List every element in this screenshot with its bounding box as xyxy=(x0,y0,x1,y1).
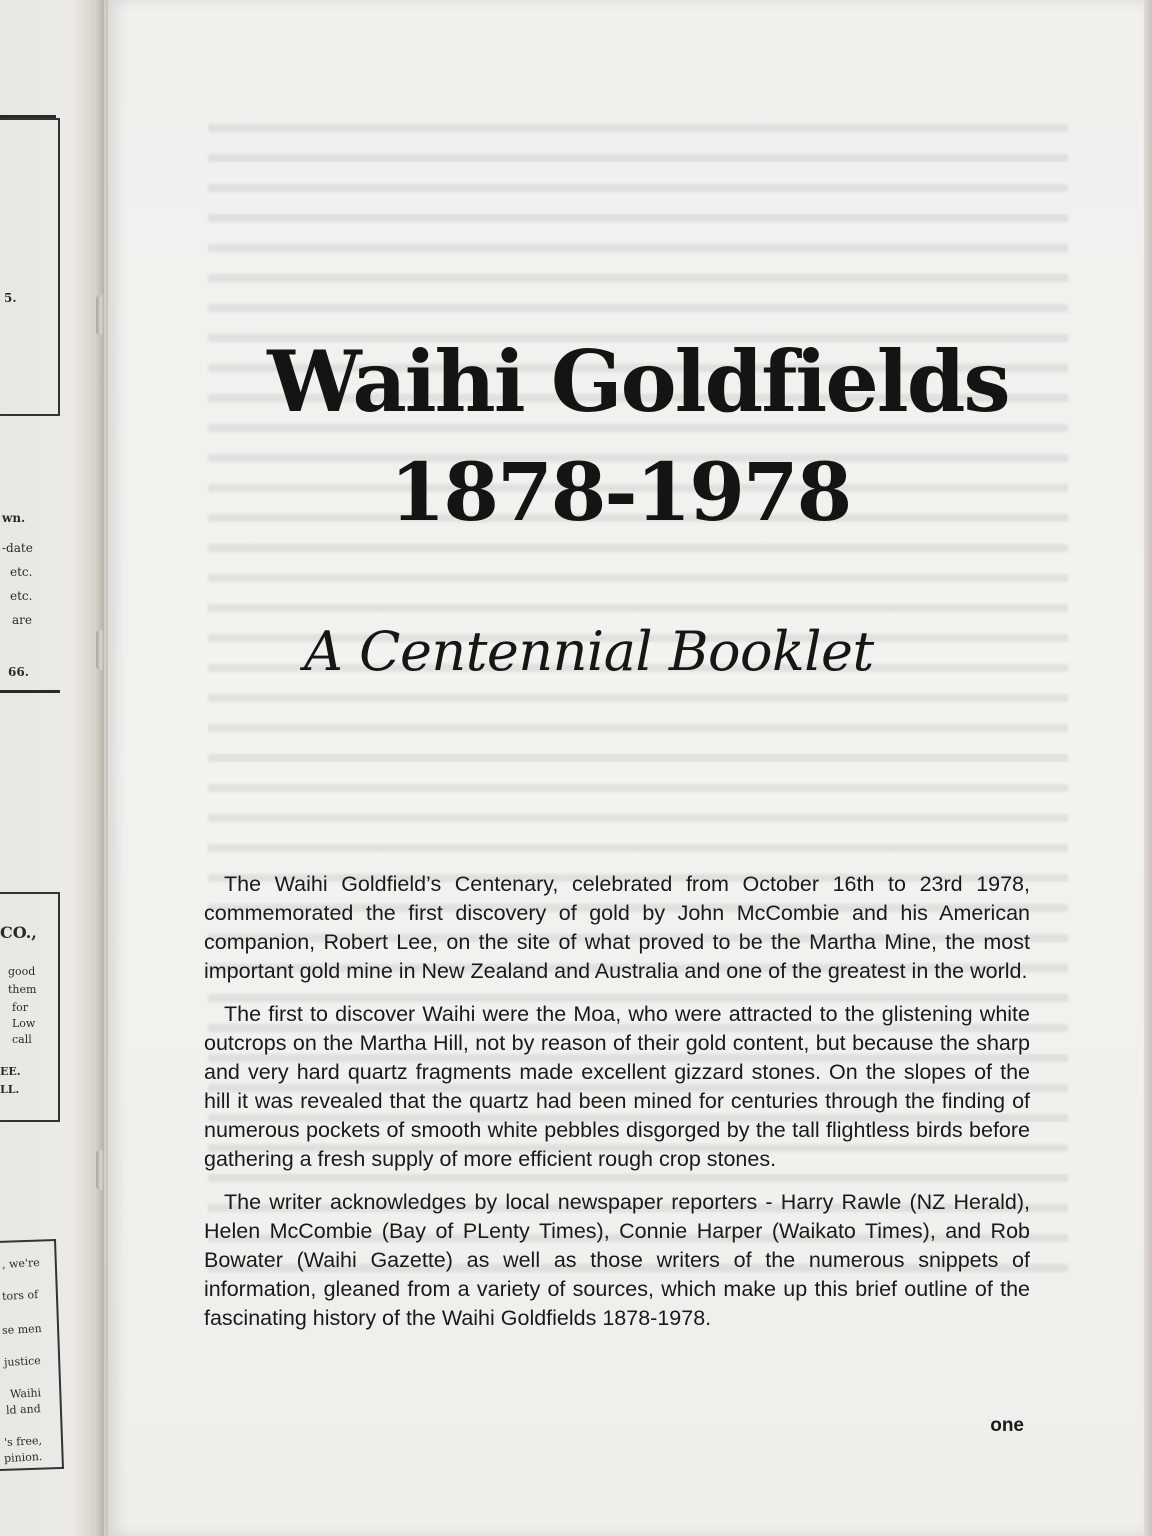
booklet-subtitle: A Centennial Booklet xyxy=(304,620,874,683)
left-snippet-18: justice xyxy=(3,1354,42,1369)
left-snippet-7: CO., xyxy=(0,923,37,942)
left-snippet-20: ld and xyxy=(5,1402,42,1417)
booklet-page xyxy=(108,0,1144,1536)
staple-bottom xyxy=(96,1150,104,1190)
body-text xyxy=(204,870,1030,1347)
paragraph-acknowledgements: The writer acknowledges by local newspaper reporters - Harry Rawle (NZ Herald), Helen McCombie (Bay of PLenty Times), Connie Harper (Waikato Times), and Rob Bowater (Waihi Gazette) as well as those writers of the numerous snippets of information, gleaned from a variety of sources, which make up this brief outline of the fascinating history of the Waihi Goldfields 1878-1978. xyxy=(204,1190,1030,1330)
left-snippet-3: etc. xyxy=(10,565,33,579)
left-snippet-12: call xyxy=(12,1033,32,1046)
left-snippet-4: etc. xyxy=(10,589,33,603)
staple-top xyxy=(96,295,104,335)
paragraph-moa: The first to discover Waihi were the Moa, who were attracted to the glistening white outcrops on the Martha Hill, not by reason of their gold content, but because the sharp and very hard quartz fragments made excellent gizzard stones. On the slopes of the hill it was revealed that the quartz had been mined for centuries through the finding of numerous pockets of smooth white pebbles disgorged by the tall flightless birds before gathering a fresh supply of more efficient rough crop stones. xyxy=(204,1002,1030,1171)
left-snippet-13: EE. xyxy=(0,1065,21,1078)
left-snippet-5: are xyxy=(12,613,32,627)
booklet-years: 1878-1978 xyxy=(389,445,851,539)
left-snippet-14: LL. xyxy=(0,1083,20,1096)
left-snippet-9: them xyxy=(8,983,37,996)
left-snippet-10: for xyxy=(12,1001,28,1014)
left-snippet-22: pinion. xyxy=(3,1450,43,1465)
left-box-1 xyxy=(0,118,60,416)
left-snippet-8: good xyxy=(8,965,36,978)
page-number: one xyxy=(990,1415,1024,1436)
left-snippet-21: 's free, xyxy=(3,1434,43,1449)
booklet-title: Waihi Goldfields xyxy=(267,332,1009,431)
left-rule-mid xyxy=(0,690,60,693)
staple-middle xyxy=(96,630,104,670)
paragraph-centenary: The Waihi Goldfield’s Centenary, celebrated from October 16th to 23rd 1978, commemorated the first discovery of gold by John McCombie and his American companion, Robert Lee, on the site of what proved to be the Martha Mine, the most important gold mine in New Zealand and Australia and one of the greatest in the world. xyxy=(204,872,1030,983)
left-snippet-19: Waihi xyxy=(9,1386,42,1401)
previous-page-edge xyxy=(0,0,104,1536)
left-snippet-17: se men xyxy=(1,1321,43,1338)
page-right-edge xyxy=(1144,0,1152,1536)
left-snippet-15: , we're xyxy=(1,1256,41,1271)
left-snippet-6: 66. xyxy=(8,665,29,679)
left-snippet-2: -date xyxy=(2,541,33,555)
left-snippet-11: Low xyxy=(12,1017,36,1030)
left-snippet-0: 5. xyxy=(4,291,17,305)
left-snippet-1: wn. xyxy=(2,511,26,525)
left-snippet-16: tors of xyxy=(1,1288,39,1303)
